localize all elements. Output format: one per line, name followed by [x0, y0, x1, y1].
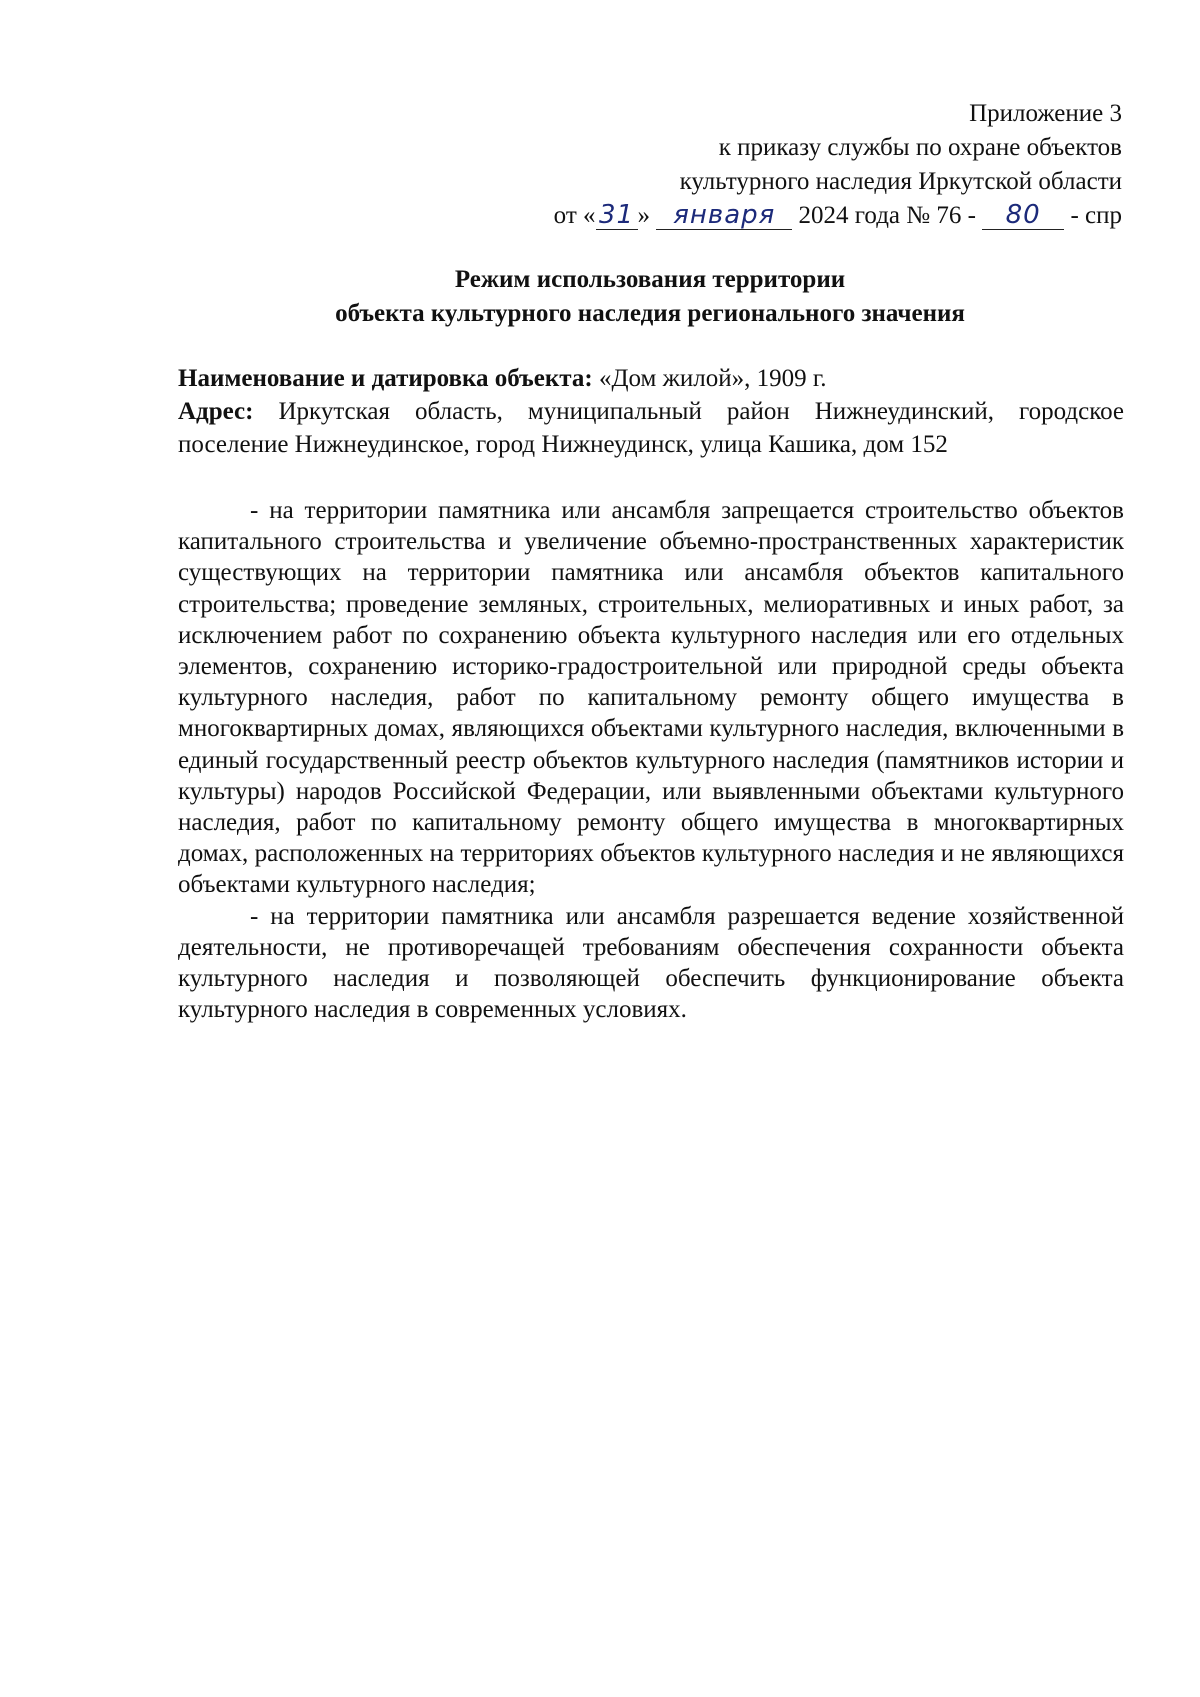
address-label: Адрес:: [178, 398, 254, 425]
object-name-value: «Дом жилой», 1909 г.: [598, 365, 827, 392]
object-name: [178, 362, 1124, 395]
appendix-header: [554, 97, 1122, 233]
order-date-line: [554, 199, 1122, 233]
regime-text: [178, 495, 1124, 1025]
year-and-number: 2024 года № 76 -: [798, 202, 976, 229]
title-line-1: Режим использования территории: [454, 266, 846, 293]
order-reference: к приказу службы по охране объектов: [718, 134, 1122, 161]
order-authority: культурного наследия Иркутской области: [679, 168, 1122, 195]
permissions-paragraph: - на территории памятника или ансамбля разрешается ведение хозяйственной деятельности, не противоречащей требованиям обеспечения сохранности объекта культурного наследия и позволяющей обеспечить функционирование объекта культурного наследия в современных условиях.: [178, 902, 1124, 1024]
date-mid: »: [637, 202, 651, 229]
date-prefix: от «: [553, 202, 596, 229]
appendix-number: Приложение 3: [969, 100, 1122, 127]
object-info: [178, 362, 1124, 461]
order-suffix: - спр: [1070, 202, 1122, 229]
title-line-2: объекта культурного наследия регионального значения: [335, 300, 965, 327]
object-name-label: Наименование и датировка объекта:: [178, 365, 593, 392]
document-title: [0, 263, 1200, 331]
handwritten-month: января: [673, 200, 776, 230]
handwritten-day: 31: [598, 200, 635, 230]
object-address: [178, 395, 1124, 461]
handwritten-order-number: 80: [1005, 200, 1041, 230]
prohibitions-paragraph: - на территории памятника или ансамбля запрещается строительство объектов капитального строительства и увеличение объемно-пространственных характеристик существующих на территории памятника или ансамбля объектов капитального строительства; проведение земляных, строительных, мелиоративных и иных работ, за исключением работ по сохранению объекта культурного наследия или его отдельных элементов, сохранению историко-градостроительной или природной среды объекта культурного наследия, работ по капитальному ремонту общего имущества в многоквартирных домах, являющихся объектами культурного наследия, включенными в единый государственный реестр объектов культурного наследия (памятников истории и культуры) народов Российской Федерации, или выявленными объектами культурного наследия, работ по капитальному ремонту общего имущества в многоквартирных домах, расположенных на территориях объектов культурного наследия и не являющихся объектами культурного наследия;: [178, 497, 1124, 899]
address-value: Иркутская область, муниципальный район Нижнеудинский, городское поселение Нижнеудинское, город Нижнеудинск, улица Кашика, дом 152: [178, 398, 1124, 458]
